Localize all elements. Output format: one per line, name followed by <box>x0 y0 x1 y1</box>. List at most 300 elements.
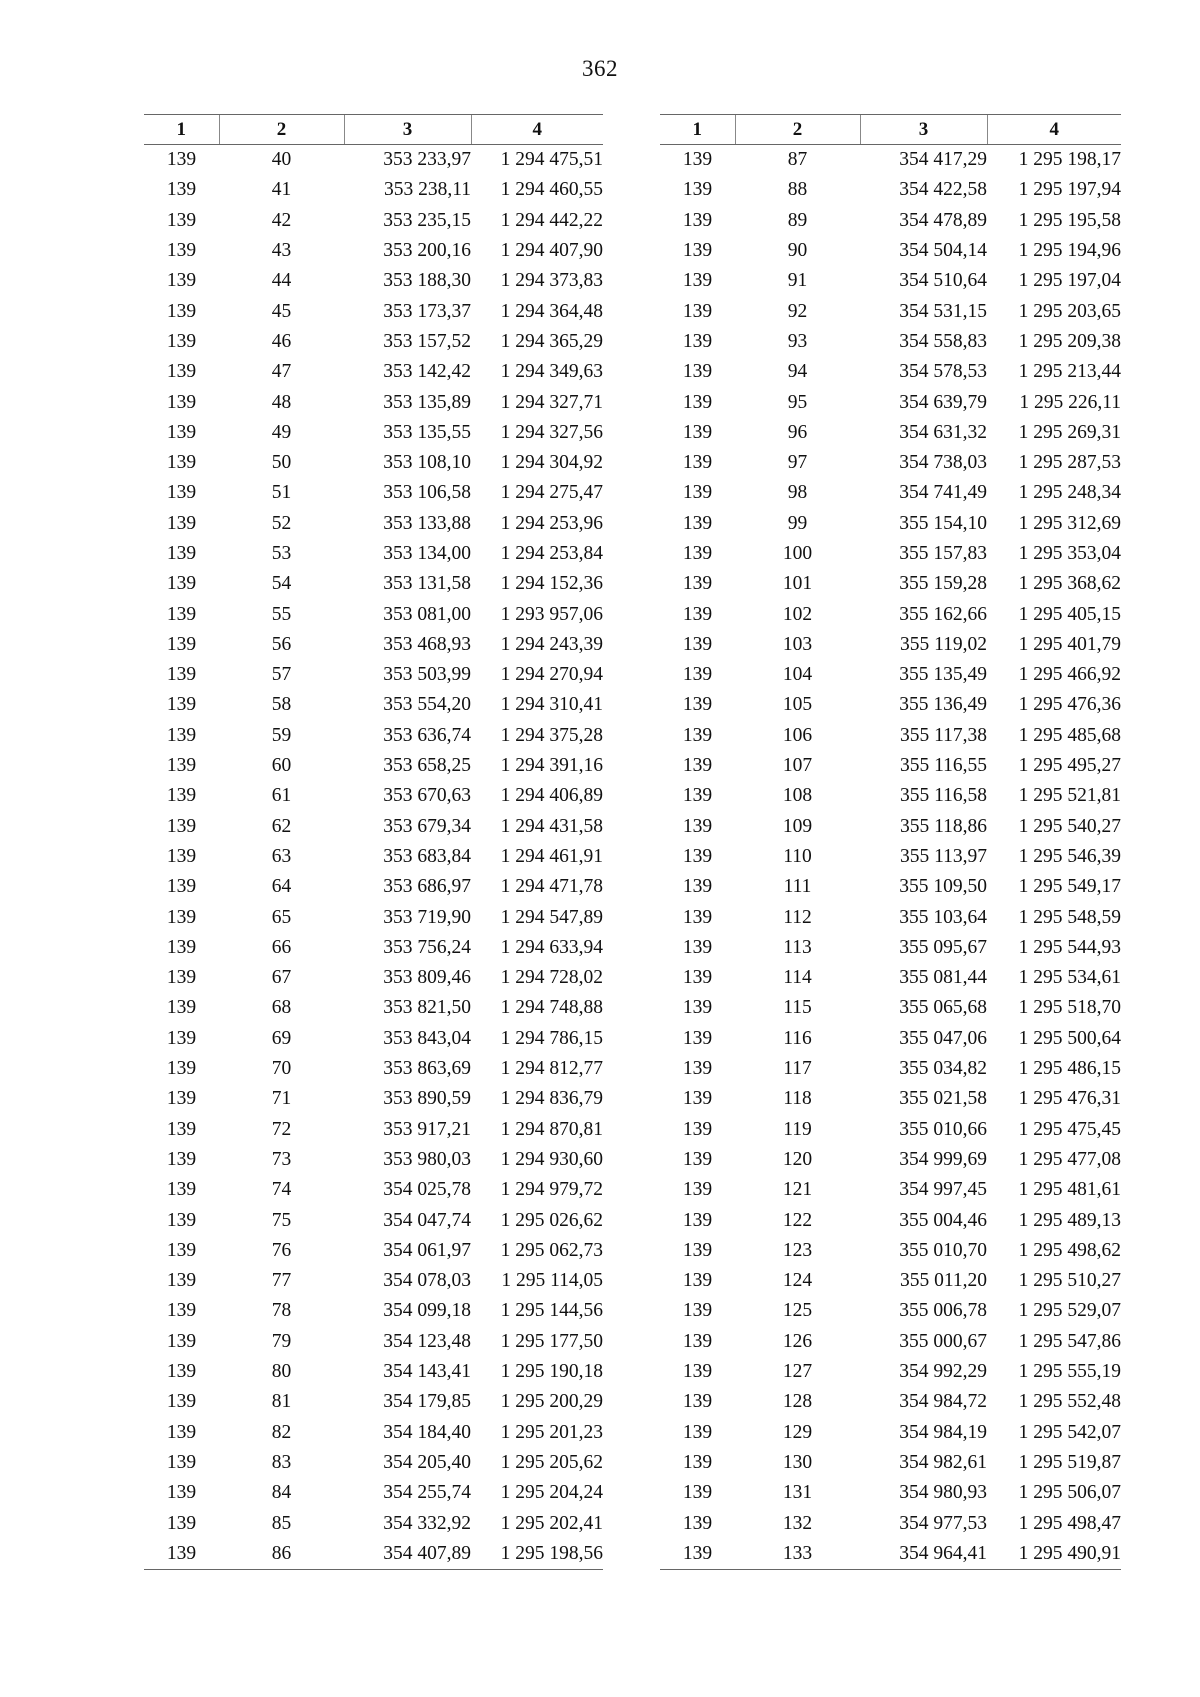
cell-point-number: 62 <box>271 815 292 837</box>
cell-y-coordinate: 1 295 209,38 <box>1018 330 1121 352</box>
cell-point-number: 51 <box>271 482 292 504</box>
page-number: 362 <box>582 56 618 81</box>
cell-x-coordinate: 355 004,46 <box>899 1209 987 1231</box>
cell-region: 139 <box>682 1482 713 1504</box>
cell-y-coordinate: 1 295 495,27 <box>1018 755 1121 777</box>
cell-point-number: 79 <box>271 1330 292 1352</box>
cell-x-coordinate: 354 984,19 <box>899 1421 987 1443</box>
cell-point-number: 71 <box>271 1088 292 1110</box>
cell-y-coordinate: 1 295 544,93 <box>1018 936 1121 958</box>
table-row <box>660 902 1121 932</box>
cell-x-coordinate: 355 136,49 <box>899 694 987 716</box>
table-row <box>144 1508 603 1538</box>
cell-x-coordinate: 355 034,82 <box>899 1058 987 1080</box>
cell-point-number: 63 <box>271 845 292 867</box>
cell-x-coordinate: 354 999,69 <box>899 1148 987 1170</box>
table-row <box>144 1296 603 1326</box>
cell-x-coordinate: 354 977,53 <box>899 1512 987 1534</box>
cell-x-coordinate: 355 006,78 <box>899 1300 987 1322</box>
table-row <box>660 812 1121 842</box>
cell-point-number: 123 <box>782 1239 813 1261</box>
cell-point-number: 54 <box>271 573 292 595</box>
coordinates-table-left <box>144 114 603 1570</box>
cell-y-coordinate: 1 295 485,68 <box>1018 724 1121 746</box>
cell-region: 139 <box>166 149 197 171</box>
cell-y-coordinate: 1 295 500,64 <box>1018 1027 1121 1049</box>
cell-x-coordinate: 355 113,97 <box>899 845 987 867</box>
cell-point-number: 55 <box>271 603 292 625</box>
cell-point-number: 114 <box>783 967 812 989</box>
cell-x-coordinate: 355 135,49 <box>899 664 987 686</box>
table-row <box>660 660 1121 690</box>
column-header-3: 3 <box>344 115 471 145</box>
table-row <box>144 902 603 932</box>
table-row <box>660 842 1121 872</box>
cell-y-coordinate: 1 295 204,24 <box>500 1482 603 1504</box>
cell-region: 139 <box>682 482 713 504</box>
cell-point-number: 82 <box>271 1421 292 1443</box>
cell-region: 139 <box>166 1421 197 1443</box>
cell-point-number: 77 <box>271 1270 292 1292</box>
cell-region: 139 <box>166 633 197 655</box>
cell-point-number: 100 <box>782 543 813 564</box>
cell-region: 139 <box>682 512 713 534</box>
cell-point-number: 40 <box>271 149 292 171</box>
cell-x-coordinate: 353 081,00 <box>383 603 471 625</box>
cell-point-number: 122 <box>782 1209 813 1231</box>
column-header-3: 3 <box>860 115 987 145</box>
cell-region: 139 <box>166 330 197 352</box>
table-row <box>660 387 1121 417</box>
cell-y-coordinate: 1 293 957,06 <box>500 603 603 625</box>
cell-region: 139 <box>166 755 197 777</box>
cell-y-coordinate: 1 294 365,29 <box>500 330 603 352</box>
cell-point-number: 107 <box>782 755 813 777</box>
cell-point-number: 94 <box>787 361 808 383</box>
cell-y-coordinate: 1 295 205,62 <box>500 1451 603 1473</box>
table-row <box>144 357 603 387</box>
cell-x-coordinate: 353 683,84 <box>383 845 471 867</box>
cell-y-coordinate: 1 295 287,53 <box>1018 452 1121 474</box>
cell-region: 139 <box>682 845 713 867</box>
cell-y-coordinate: 1 294 270,94 <box>500 664 603 686</box>
cell-point-number: 131 <box>782 1482 813 1504</box>
cell-point-number: 58 <box>271 694 292 716</box>
cell-region: 139 <box>166 1118 197 1140</box>
cell-point-number: 126 <box>782 1330 813 1352</box>
table-row <box>144 872 603 902</box>
cell-x-coordinate: 354 332,92 <box>383 1512 471 1534</box>
cell-x-coordinate: 354 422,58 <box>899 179 987 201</box>
cell-x-coordinate: 355 116,55 <box>899 755 987 777</box>
cell-x-coordinate: 354 143,41 <box>383 1361 471 1383</box>
table-row <box>660 1327 1121 1357</box>
cell-region: 139 <box>166 785 197 807</box>
cell-region: 139 <box>166 694 197 716</box>
column-header-2: 2 <box>735 115 860 145</box>
cell-y-coordinate: 1 295 226,11 <box>1019 391 1121 413</box>
cell-point-number: 110 <box>783 845 812 867</box>
cell-x-coordinate: 355 119,02 <box>899 633 987 655</box>
cell-y-coordinate: 1 295 062,73 <box>500 1239 603 1261</box>
cell-x-coordinate: 354 255,74 <box>383 1482 471 1504</box>
table-row <box>144 145 603 176</box>
cell-point-number: 133 <box>735 1539 860 1570</box>
cell-region: 139 <box>682 1209 713 1231</box>
cell-x-coordinate: 354 531,15 <box>899 300 987 322</box>
cell-y-coordinate: 1 295 529,07 <box>1018 1300 1121 1322</box>
cell-region: 139 <box>682 664 713 686</box>
cell-y-coordinate: 1 295 498,47 <box>1018 1512 1121 1534</box>
cell-y-coordinate: 1 294 243,39 <box>500 633 603 655</box>
cell-x-coordinate: 354 510,64 <box>899 270 987 292</box>
cell-y-coordinate: 1 295 202,41 <box>500 1512 603 1534</box>
cell-point-number: 128 <box>782 1391 813 1413</box>
cell-point-number: 73 <box>271 1148 292 1170</box>
cell-x-coordinate: 355 162,66 <box>899 603 987 625</box>
table-row <box>660 1266 1121 1296</box>
cell-point-number: 76 <box>271 1239 292 1261</box>
cell-x-coordinate: 354 984,72 <box>899 1391 987 1413</box>
table-row <box>660 1145 1121 1175</box>
cell-point-number: 67 <box>271 967 292 989</box>
cell-point-number: 102 <box>782 603 813 625</box>
cell-y-coordinate: 1 294 633,94 <box>500 936 603 958</box>
cell-x-coordinate: 353 980,03 <box>383 1148 471 1170</box>
cell-region: 139 <box>166 543 197 564</box>
cell-region: 139 <box>682 209 713 231</box>
table-row <box>144 721 603 751</box>
table-row <box>144 175 603 205</box>
cell-point-number: 64 <box>271 876 292 898</box>
cell-point-number: 99 <box>787 512 808 534</box>
cell-region: 139 <box>682 724 713 746</box>
cell-y-coordinate: 1 295 353,04 <box>1018 543 1121 564</box>
table-row <box>144 1387 603 1417</box>
table-row <box>144 1054 603 1084</box>
cell-point-number: 43 <box>271 240 292 262</box>
cell-point-number: 88 <box>787 179 808 201</box>
cell-region: 139 <box>682 1300 713 1322</box>
cell-x-coordinate: 353 142,42 <box>383 361 471 383</box>
cell-y-coordinate: 1 295 546,39 <box>1018 845 1121 867</box>
cell-x-coordinate: 353 686,97 <box>383 876 471 898</box>
cell-y-coordinate: 1 295 534,61 <box>1018 967 1121 989</box>
cell-y-coordinate: 1 294 349,63 <box>500 361 603 383</box>
table-row <box>660 509 1121 539</box>
table-row <box>660 1084 1121 1114</box>
table-row <box>660 1417 1121 1447</box>
cell-region: 139 <box>660 1539 735 1570</box>
cell-region: 139 <box>166 270 197 292</box>
cell-point-number: 49 <box>271 421 292 443</box>
cell-point-number: 84 <box>271 1482 292 1504</box>
cell-y-coordinate: 1 294 152,36 <box>500 573 603 595</box>
cell-point-number: 41 <box>271 179 292 201</box>
cell-region: 139 <box>166 1330 197 1352</box>
cell-x-coordinate: 354 980,93 <box>899 1482 987 1504</box>
cell-x-coordinate: 353 157,52 <box>383 330 471 352</box>
cell-point-number: 78 <box>271 1300 292 1322</box>
cell-point-number: 118 <box>783 1088 812 1110</box>
cell-point-number: 98 <box>787 482 808 504</box>
table-row <box>660 993 1121 1023</box>
cell-point-number: 66 <box>271 936 292 958</box>
cell-y-coordinate: 1 294 748,88 <box>500 997 603 1019</box>
cell-x-coordinate: 354 407,89 <box>344 1539 471 1570</box>
cell-y-coordinate: 1 295 114,05 <box>501 1270 603 1292</box>
cell-y-coordinate: 1 295 476,31 <box>1018 1088 1121 1110</box>
cell-region: 139 <box>682 936 713 958</box>
cell-point-number: 50 <box>271 452 292 474</box>
cell-x-coordinate: 353 135,89 <box>383 391 471 413</box>
cell-region: 139 <box>682 785 713 807</box>
cell-point-number: 52 <box>271 512 292 534</box>
cell-y-coordinate: 1 295 552,48 <box>1018 1391 1121 1413</box>
table-row <box>660 1236 1121 1266</box>
cell-x-coordinate: 353 809,46 <box>383 967 471 989</box>
cell-x-coordinate: 355 117,38 <box>899 724 987 746</box>
cell-region: 139 <box>682 1330 713 1352</box>
cell-point-number: 129 <box>782 1421 813 1443</box>
cell-y-coordinate: 1 295 194,96 <box>1018 240 1121 262</box>
cell-x-coordinate: 355 157,83 <box>899 543 987 564</box>
cell-region: 139 <box>682 543 713 564</box>
cell-x-coordinate: 354 478,89 <box>899 209 987 231</box>
table-row <box>660 1296 1121 1326</box>
table-row <box>144 812 603 842</box>
cell-point-number: 91 <box>787 270 808 292</box>
cell-region: 139 <box>166 1239 197 1261</box>
cell-y-coordinate: 1 295 213,44 <box>1018 361 1121 383</box>
table-row <box>660 781 1121 811</box>
cell-x-coordinate: 353 719,90 <box>383 906 471 928</box>
cell-x-coordinate: 353 863,69 <box>383 1058 471 1080</box>
table-row <box>144 539 603 569</box>
table-row <box>144 296 603 326</box>
cell-x-coordinate: 353 238,11 <box>383 179 471 201</box>
table-row <box>144 1266 603 1296</box>
cell-y-coordinate: 1 294 253,96 <box>500 512 603 534</box>
cell-y-coordinate: 1 295 498,62 <box>1018 1239 1121 1261</box>
cell-y-coordinate: 1 295 489,13 <box>1018 1209 1121 1231</box>
cell-point-number: 57 <box>271 664 292 686</box>
table-row <box>660 357 1121 387</box>
table-row <box>144 993 603 1023</box>
column-header-1: 1 <box>660 115 735 145</box>
cell-point-number: 108 <box>782 785 813 807</box>
cell-point-number: 80 <box>271 1361 292 1383</box>
cell-region: 139 <box>166 845 197 867</box>
cell-region: 139 <box>682 1088 713 1110</box>
cell-point-number: 93 <box>787 330 808 352</box>
cell-point-number: 104 <box>782 664 813 686</box>
cell-point-number: 56 <box>271 633 292 655</box>
cell-region: 139 <box>682 815 713 837</box>
cell-y-coordinate: 1 295 197,94 <box>1018 179 1121 201</box>
cell-region: 139 <box>166 1209 197 1231</box>
table-row <box>144 599 603 629</box>
cell-region: 139 <box>166 1088 197 1110</box>
cell-region: 139 <box>682 1391 713 1413</box>
cell-region: 139 <box>166 967 197 989</box>
table-header <box>660 115 1121 145</box>
table-row <box>144 781 603 811</box>
cell-point-number: 95 <box>787 391 808 413</box>
table-row <box>660 1357 1121 1387</box>
table-row <box>660 296 1121 326</box>
table-row <box>144 1417 603 1447</box>
cell-y-coordinate: 1 295 312,69 <box>1018 512 1121 534</box>
cell-y-coordinate: 1 295 198,56 <box>471 1539 603 1570</box>
cell-region: 139 <box>166 936 197 958</box>
cell-region: 139 <box>166 573 197 595</box>
cell-y-coordinate: 1 294 930,60 <box>500 1148 603 1170</box>
cell-y-coordinate: 1 294 253,84 <box>500 543 603 564</box>
cell-region: 139 <box>166 300 197 322</box>
table-row <box>144 751 603 781</box>
cell-x-coordinate: 354 997,45 <box>899 1179 987 1201</box>
table-row <box>144 842 603 872</box>
cell-region: 139 <box>682 1118 713 1140</box>
table-row <box>144 1539 603 1570</box>
table-row <box>660 1539 1121 1570</box>
cell-region: 139 <box>166 391 197 413</box>
cell-point-number: 116 <box>783 1027 812 1049</box>
table-row <box>144 1175 603 1205</box>
cell-y-coordinate: 1 294 304,92 <box>500 452 603 474</box>
table-row <box>144 690 603 720</box>
cell-region: 139 <box>166 1058 197 1080</box>
cell-x-coordinate: 353 233,97 <box>383 149 471 171</box>
table-row <box>660 448 1121 478</box>
cell-x-coordinate: 354 099,18 <box>383 1300 471 1322</box>
cell-x-coordinate: 355 159,28 <box>899 573 987 595</box>
table-row <box>660 418 1121 448</box>
cell-point-number: 112 <box>783 906 812 928</box>
cell-y-coordinate: 1 294 327,71 <box>500 391 603 413</box>
cell-point-number: 75 <box>271 1209 292 1231</box>
table-row <box>144 1357 603 1387</box>
cell-x-coordinate: 353 756,24 <box>383 936 471 958</box>
cell-x-coordinate: 353 468,93 <box>383 633 471 655</box>
cell-region: 139 <box>682 1512 713 1534</box>
cell-y-coordinate: 1 295 542,07 <box>1018 1421 1121 1443</box>
table-row <box>660 1508 1121 1538</box>
cell-x-coordinate: 355 065,68 <box>899 997 987 1019</box>
cell-y-coordinate: 1 294 836,79 <box>500 1088 603 1110</box>
cell-y-coordinate: 1 295 477,08 <box>1018 1148 1121 1170</box>
cell-point-number: 106 <box>782 724 813 746</box>
cell-y-coordinate: 1 295 475,45 <box>1018 1118 1121 1140</box>
cell-region: 139 <box>166 906 197 928</box>
cell-region: 139 <box>166 1512 197 1534</box>
cell-x-coordinate: 353 821,50 <box>383 997 471 1019</box>
cell-point-number: 85 <box>271 1512 292 1534</box>
cell-y-coordinate: 1 295 401,79 <box>1018 633 1121 655</box>
table-row <box>660 1175 1121 1205</box>
cell-y-coordinate: 1 295 200,29 <box>500 1391 603 1413</box>
cell-point-number: 117 <box>783 1058 812 1080</box>
cell-y-coordinate: 1 294 327,56 <box>500 421 603 443</box>
cell-region: 139 <box>682 997 713 1019</box>
cell-x-coordinate: 353 843,04 <box>383 1027 471 1049</box>
cell-point-number: 89 <box>787 209 808 231</box>
table-row <box>660 478 1121 508</box>
cell-point-number: 68 <box>271 997 292 1019</box>
cell-y-coordinate: 1 294 728,02 <box>500 967 603 989</box>
table-row <box>144 236 603 266</box>
cell-x-coordinate: 353 679,34 <box>383 815 471 837</box>
cell-region: 139 <box>682 694 713 716</box>
cell-region: 139 <box>682 1148 713 1170</box>
cell-region: 139 <box>166 1300 197 1322</box>
cell-y-coordinate: 1 295 521,81 <box>1018 785 1121 807</box>
cell-point-number: 70 <box>271 1058 292 1080</box>
cell-point-number: 65 <box>271 906 292 928</box>
cell-point-number: 53 <box>271 543 292 564</box>
table-row <box>660 1205 1121 1235</box>
cell-y-coordinate: 1 295 198,17 <box>1018 149 1121 171</box>
cell-x-coordinate: 354 631,32 <box>899 421 987 443</box>
cell-y-coordinate: 1 295 368,62 <box>1018 573 1121 595</box>
cell-y-coordinate: 1 294 275,47 <box>500 482 603 504</box>
table-row <box>660 1054 1121 1084</box>
table-row <box>144 569 603 599</box>
cell-region: 139 <box>166 421 197 443</box>
table-row <box>144 448 603 478</box>
cell-x-coordinate: 355 095,67 <box>899 936 987 958</box>
cell-region: 139 <box>166 997 197 1019</box>
cell-region: 139 <box>682 149 713 171</box>
cell-region: 139 <box>682 755 713 777</box>
cell-x-coordinate: 353 135,55 <box>383 421 471 443</box>
table-row <box>144 963 603 993</box>
cell-region: 139 <box>682 270 713 292</box>
table-row <box>660 236 1121 266</box>
table-row <box>144 1478 603 1508</box>
cell-point-number: 120 <box>782 1148 813 1170</box>
cell-region: 139 <box>166 1451 197 1473</box>
cell-point-number: 44 <box>271 270 292 292</box>
cell-region: 139 <box>682 906 713 928</box>
cell-point-number: 42 <box>271 209 292 231</box>
cell-region: 139 <box>166 603 197 625</box>
cell-x-coordinate: 354 504,14 <box>899 240 987 262</box>
cell-point-number: 72 <box>271 1118 292 1140</box>
cell-x-coordinate: 353 917,21 <box>383 1118 471 1140</box>
table-row <box>144 266 603 296</box>
column-header-2: 2 <box>219 115 344 145</box>
table-row <box>144 1024 603 1054</box>
table-header <box>144 115 603 145</box>
cell-y-coordinate: 1 294 310,41 <box>500 694 603 716</box>
cell-y-coordinate: 1 295 248,34 <box>1018 482 1121 504</box>
cell-point-number: 69 <box>271 1027 292 1049</box>
table-row <box>144 1205 603 1235</box>
cell-point-number: 103 <box>782 633 813 655</box>
cell-x-coordinate: 355 081,44 <box>899 967 987 989</box>
cell-x-coordinate: 353 636,74 <box>383 724 471 746</box>
table-row <box>660 569 1121 599</box>
cell-region: 139 <box>682 421 713 443</box>
cell-y-coordinate: 1 294 391,16 <box>500 755 603 777</box>
cell-region: 139 <box>166 1482 197 1504</box>
cell-point-number: 109 <box>782 815 813 837</box>
table-row <box>144 1115 603 1145</box>
cell-y-coordinate: 1 295 486,15 <box>1018 1058 1121 1080</box>
cell-region: 139 <box>682 240 713 262</box>
